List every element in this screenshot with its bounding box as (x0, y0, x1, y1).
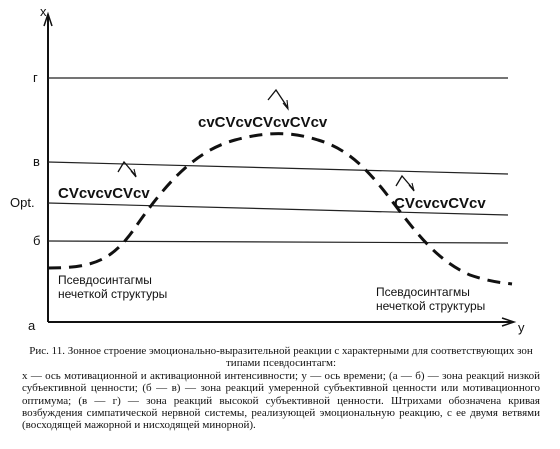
level-label-opt: Opt. (10, 195, 35, 210)
origin-label: a (28, 318, 36, 333)
zone-caption-left-line1: Псевдосинтагмы (58, 273, 152, 287)
x-axis-label: x (40, 4, 47, 19)
level-label-v: в (33, 154, 40, 169)
zone-caption-left-line2: нечеткой структуры (58, 287, 168, 301)
figure-caption (22, 345, 540, 432)
zone-caption-right-line1: Псевдосинтагмы (376, 285, 470, 299)
pattern-peak: cvCVcvCVcvCVcv (198, 114, 328, 131)
zone-caption-right-line2: нечеткой структуры (376, 299, 486, 313)
level-label-b: б (33, 233, 41, 248)
caption-body: x — ось мотивационной и активационной интенсивности; y — ось времени; (a — б) — зона реакций низкой субъективной ценности; (б — в) — зона реакций умеренной субъективной ценности или мотивационного оптимума; (в — г) — зона реакций высокой субъективной ценности. Штрихами обозначена кривая возбуждения симпатической нервной системы, реализующей эмоциональную реакцию, с ее двумя ветвями (восходящей мажорной и нисходящей минорной). (22, 369, 540, 432)
level-line-b (48, 241, 508, 243)
level-label-g: г (33, 70, 38, 85)
pattern-right: CVcvcvCVcv (394, 195, 486, 212)
pattern-left: CVcvcvCVcv (58, 185, 150, 202)
level-line-v (48, 162, 508, 174)
caption-title: Рис. 11. Зонное строение эмоционально-выразительной реакции с характерными для соответствующих зон типами псевдосинтагм: (29, 345, 533, 370)
y-axis-label: y (518, 320, 525, 335)
